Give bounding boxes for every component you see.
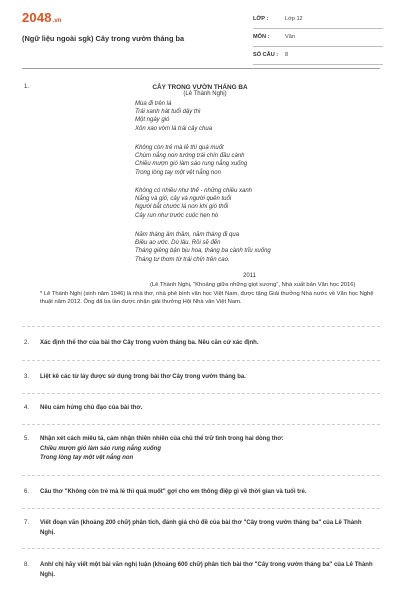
poem-line: Trái xanh hát tuổi dậy thì <box>135 109 201 116</box>
poem-line: Năm tháng âm thầm, năm tháng đi qua <box>135 232 240 238</box>
quote-line: Trong lòng tay một vệt nắng non <box>40 455 134 461</box>
poem-line: Không có nhiều như thế - những chiều xanh <box>135 188 253 194</box>
question-3-number: 3. <box>24 374 30 380</box>
meta-row-count <box>253 50 383 65</box>
question-5-text: Nhận xét cách miêu tả, cảm nhận thiên nhiên của chủ thể trữ tình trong hai dòng thơ: <box>40 436 284 442</box>
quote-line: Chiều mượn gió làm sáo rung nắng xuống <box>40 446 161 452</box>
question-8-number: 8. <box>24 562 30 568</box>
poem-stanza-3 <box>135 187 252 220</box>
poem-source: (Lê Thành Nghị, "Khoảng giữa những giọt sương", Nhà xuất bản Văn học 2016) <box>150 282 356 288</box>
question-5-number: 5. <box>24 436 30 442</box>
question-divider <box>22 508 380 509</box>
question-divider <box>22 393 380 394</box>
meta-row-class <box>253 14 383 29</box>
question-8-text: Anh/ chị hãy viết một bài văn nghị luận (khoảng 600 chữ) phân tích bài thơ "Cây trong vườn tháng ba" của Lê Thành Nghị. <box>40 562 373 578</box>
meta-label: MÔN : <box>253 34 270 40</box>
page-header <box>0 0 400 70</box>
poem-stanza-1 <box>135 100 212 133</box>
meta-value: Lớp 12 <box>285 16 303 22</box>
question-divider <box>22 360 380 361</box>
poem-line: Không còn trẻ mà lẻ thì quá muốt <box>135 145 224 151</box>
document-title: (Ngữ liệu ngoài sgk) Cây trong vườn tháng ba <box>22 34 185 43</box>
meta-value: Văn <box>285 34 295 40</box>
poem-line: Một ngày gió <box>135 117 170 124</box>
question-7-number: 7. <box>24 520 30 526</box>
question-divider <box>22 326 380 327</box>
poem-line: Người bắt chước lá non khi gió thổi <box>135 204 229 211</box>
poem-year: 2011 <box>243 273 256 279</box>
poem-title: CÂY TRONG VƯỜN THÁNG BA <box>152 84 248 91</box>
question-4-text: Nêu cảm hứng chủ đạo của bài thơ. <box>40 405 143 411</box>
question-divider <box>22 424 380 425</box>
question-5-quote <box>40 445 161 463</box>
question-4-number: 4. <box>24 405 30 411</box>
meta-panel <box>253 14 383 68</box>
meta-row-subject <box>253 32 383 47</box>
question-3-text: Liệt kê các từ láy được sử dụng trong bài thơ Cây trong vườn tháng ba. <box>40 374 246 380</box>
question-divider <box>22 548 380 549</box>
question-divider <box>22 475 380 476</box>
poem-line: Xôn xao vòm lá trái cây chua <box>135 125 213 132</box>
question-6-text: Câu thơ "Không còn trẻ mà lẻ thì quá muốt" gợi cho em thông điệp gì về thời gian và tuổi trẻ. <box>40 489 307 495</box>
logo-text: 2048 <box>22 10 52 25</box>
poem-line: Tháng tư thơm từ trái chín trên cao. <box>135 256 230 263</box>
poem-author: (Lê Thành Nghị) <box>183 91 227 97</box>
poem-line: Nắng và gió, cây và người quên tuổi <box>135 196 232 203</box>
question-2-number: 2. <box>24 340 30 346</box>
author-note: * Lê Thành Nghị (sinh năm 1946) là nhà thơ, nhà phê bình văn học Việt Nam, được tặng Giải thưởng Nhà nước về Văn học Nghệ thuật năm 2012. Ông đã ba lần được nhận giải thưởng Hội Nhà văn Việt Nam. <box>40 291 374 306</box>
meta-value: 8 <box>285 52 289 58</box>
poem-stanza-4 <box>135 231 271 264</box>
site-logo[interactable] <box>22 10 61 24</box>
poem-line: Tháng giêng bận bịu hoa, tháng ba cành trĩu xuống <box>135 248 271 255</box>
question-7-text: Viết đoạn văn (khoảng 200 chữ) phân tích, đánh giá chủ đề của bài thơ "Cây trong vườn tháng ba" của Lê Thành Nghị. <box>40 520 362 536</box>
meta-label: LỚP : <box>253 16 269 22</box>
poem-line: Cây run như trước cuộc hẹn hò <box>135 212 219 219</box>
question-1-number: 1. <box>24 84 30 90</box>
poem-stanza-2 <box>135 144 247 177</box>
question-2-text: Xác định thể thơ của bài thơ Cây trong vườn tháng ba. Nêu căn cứ xác định. <box>40 340 259 346</box>
poem-line: Chiều mượn gió làm sáo rung nắng xuống <box>135 161 248 168</box>
logo-suffix: .vn <box>52 18 62 24</box>
poem-line: Điều ao ước. Dù lâu. Rồi sẽ đến <box>135 240 221 247</box>
question-6-number: 6. <box>24 489 30 495</box>
poem-line: Trong lòng tay một vệt nắng non <box>135 169 221 176</box>
header-divider <box>22 68 380 69</box>
poem-line: Mùa đi trên lá <box>135 101 172 107</box>
meta-label: SỐ CÂU : <box>253 52 279 58</box>
poem-line: Chùm nắng non tướng trái chín đầu cành <box>135 153 245 160</box>
